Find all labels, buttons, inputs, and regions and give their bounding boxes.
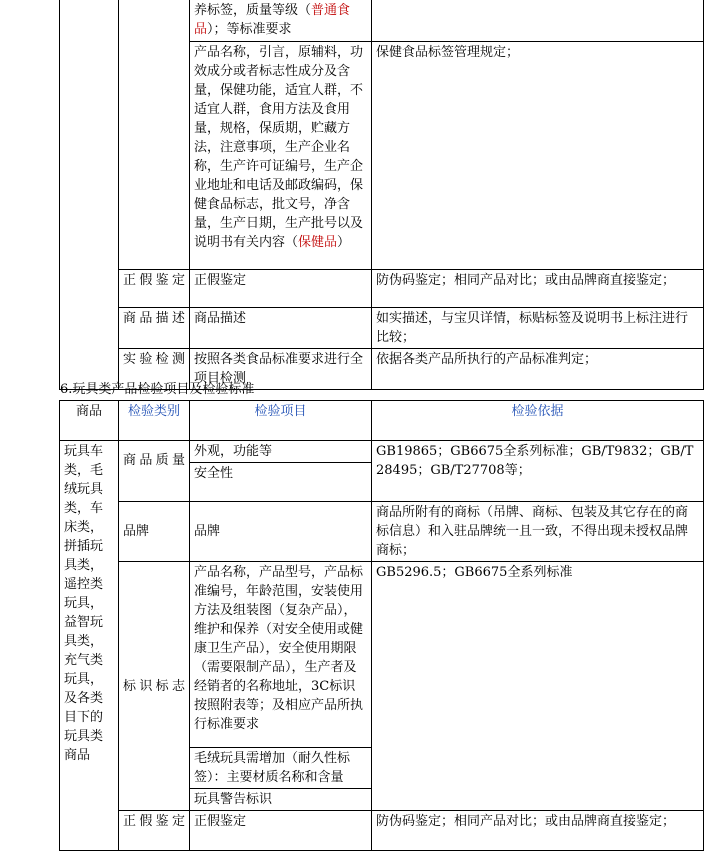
basis-cell: GB19865；GB6675全系列标准；GB/T9832；GB/T28495；GB/T27708等； [372,441,704,502]
item-cell: 养标签，质量等级（普通食品）；等标准要求 [190,0,372,42]
section-title: 6.玩具类产品检验项目及检验标准 [60,382,255,397]
item-cell: 按照各类食品标准要求进行全项目检测 [190,349,372,390]
table-row [60,811,704,851]
item-cell: 正假鉴定 [190,270,372,308]
category-cell: 商品描述 [119,308,190,349]
item-cell: 毛绒玩具需增加（耐久性标签）：主要材质名称和含量 [190,748,372,789]
item-cell: 品牌 [190,502,372,562]
category-cell: 正假鉴定 [119,270,190,308]
category-cell: 正假鉴定 [119,811,190,851]
table-row [60,502,704,562]
table-row [60,562,704,748]
table-row [60,441,704,463]
food-inspection-table [59,0,704,390]
header-item: 检验项目 [190,401,372,441]
item-cell: 产品名称，引言，原辅料，功效成分或者标志性成分及含量，保健功能，适宜人群，不适宜人群，食用方法及食用量，规格，保质期，贮藏方法，注意事项，生产企业名称，生产许可证编号，生产企业地址和电话及邮政编码，保健食品标志，批文号，净含量，生产日期，生产批号以及说明书有关内容（保健品） [190,42,372,270]
category-cell: 标识标志 [119,562,190,811]
item-cell: 外观，功能等 [190,441,372,463]
header-category: 检验类别 [119,401,190,441]
item-cell: 玩具警告标识 [190,789,372,811]
table-header-row [60,401,704,441]
basis-cell: 防伪码鉴定；相同产品对比；或由品牌商直接鉴定； [372,270,704,308]
item-cell: 商品描述 [190,308,372,349]
category-cell: 商品质量 [119,441,190,502]
table-row [60,0,704,42]
basis-cell: 商品所附有的商标（吊牌、商标、包装及其它存在的商标信息）和入驻品牌统一且一致，不得出现未授权品牌商标； [372,502,704,562]
table-row [60,308,704,349]
basis-cell: GB5296.5；GB6675全系列标准 [372,562,704,811]
header-basis: 检验依据 [372,401,704,441]
item-cell: 正假鉴定 [190,811,372,851]
basis-cell: 保健食品标签管理规定； [372,42,704,270]
table-row [60,270,704,308]
toy-inspection-table [59,400,704,851]
category-cell-continued [119,0,190,270]
category-cell: 实验检测 [119,349,190,390]
header-product: 商品 [60,401,119,441]
basis-cell: 如实描述，与宝贝详情，标贴标签及说明书上标注进行比较； [372,308,704,349]
basis-cell: 防伪码鉴定；相同产品对比；或由品牌商直接鉴定； [372,811,704,851]
basis-cell [372,0,704,42]
basis-cell: 依据各类产品所执行的产品标准判定； [372,349,704,390]
product-cell-continued [60,0,119,390]
category-cell: 品牌 [119,502,190,562]
item-cell: 产品名称，产品型号，产品标准编号，年龄范围，安装使用方法及组装图（复杂产品），维护和保养（对安全使用或健康卫生产品），安全使用期限（需要限制产品），生产者及经销者的名称地址，3C标识按照附表等；及相应产品所执行标准要求 [190,562,372,748]
product-cell: 玩具车类，毛绒玩具类，车床类，拼插玩具类，遥控类玩具，益智玩具类，充气类玩具，及各类目下的玩具类商品 [60,441,119,851]
item-cell: 安全性 [190,463,372,502]
